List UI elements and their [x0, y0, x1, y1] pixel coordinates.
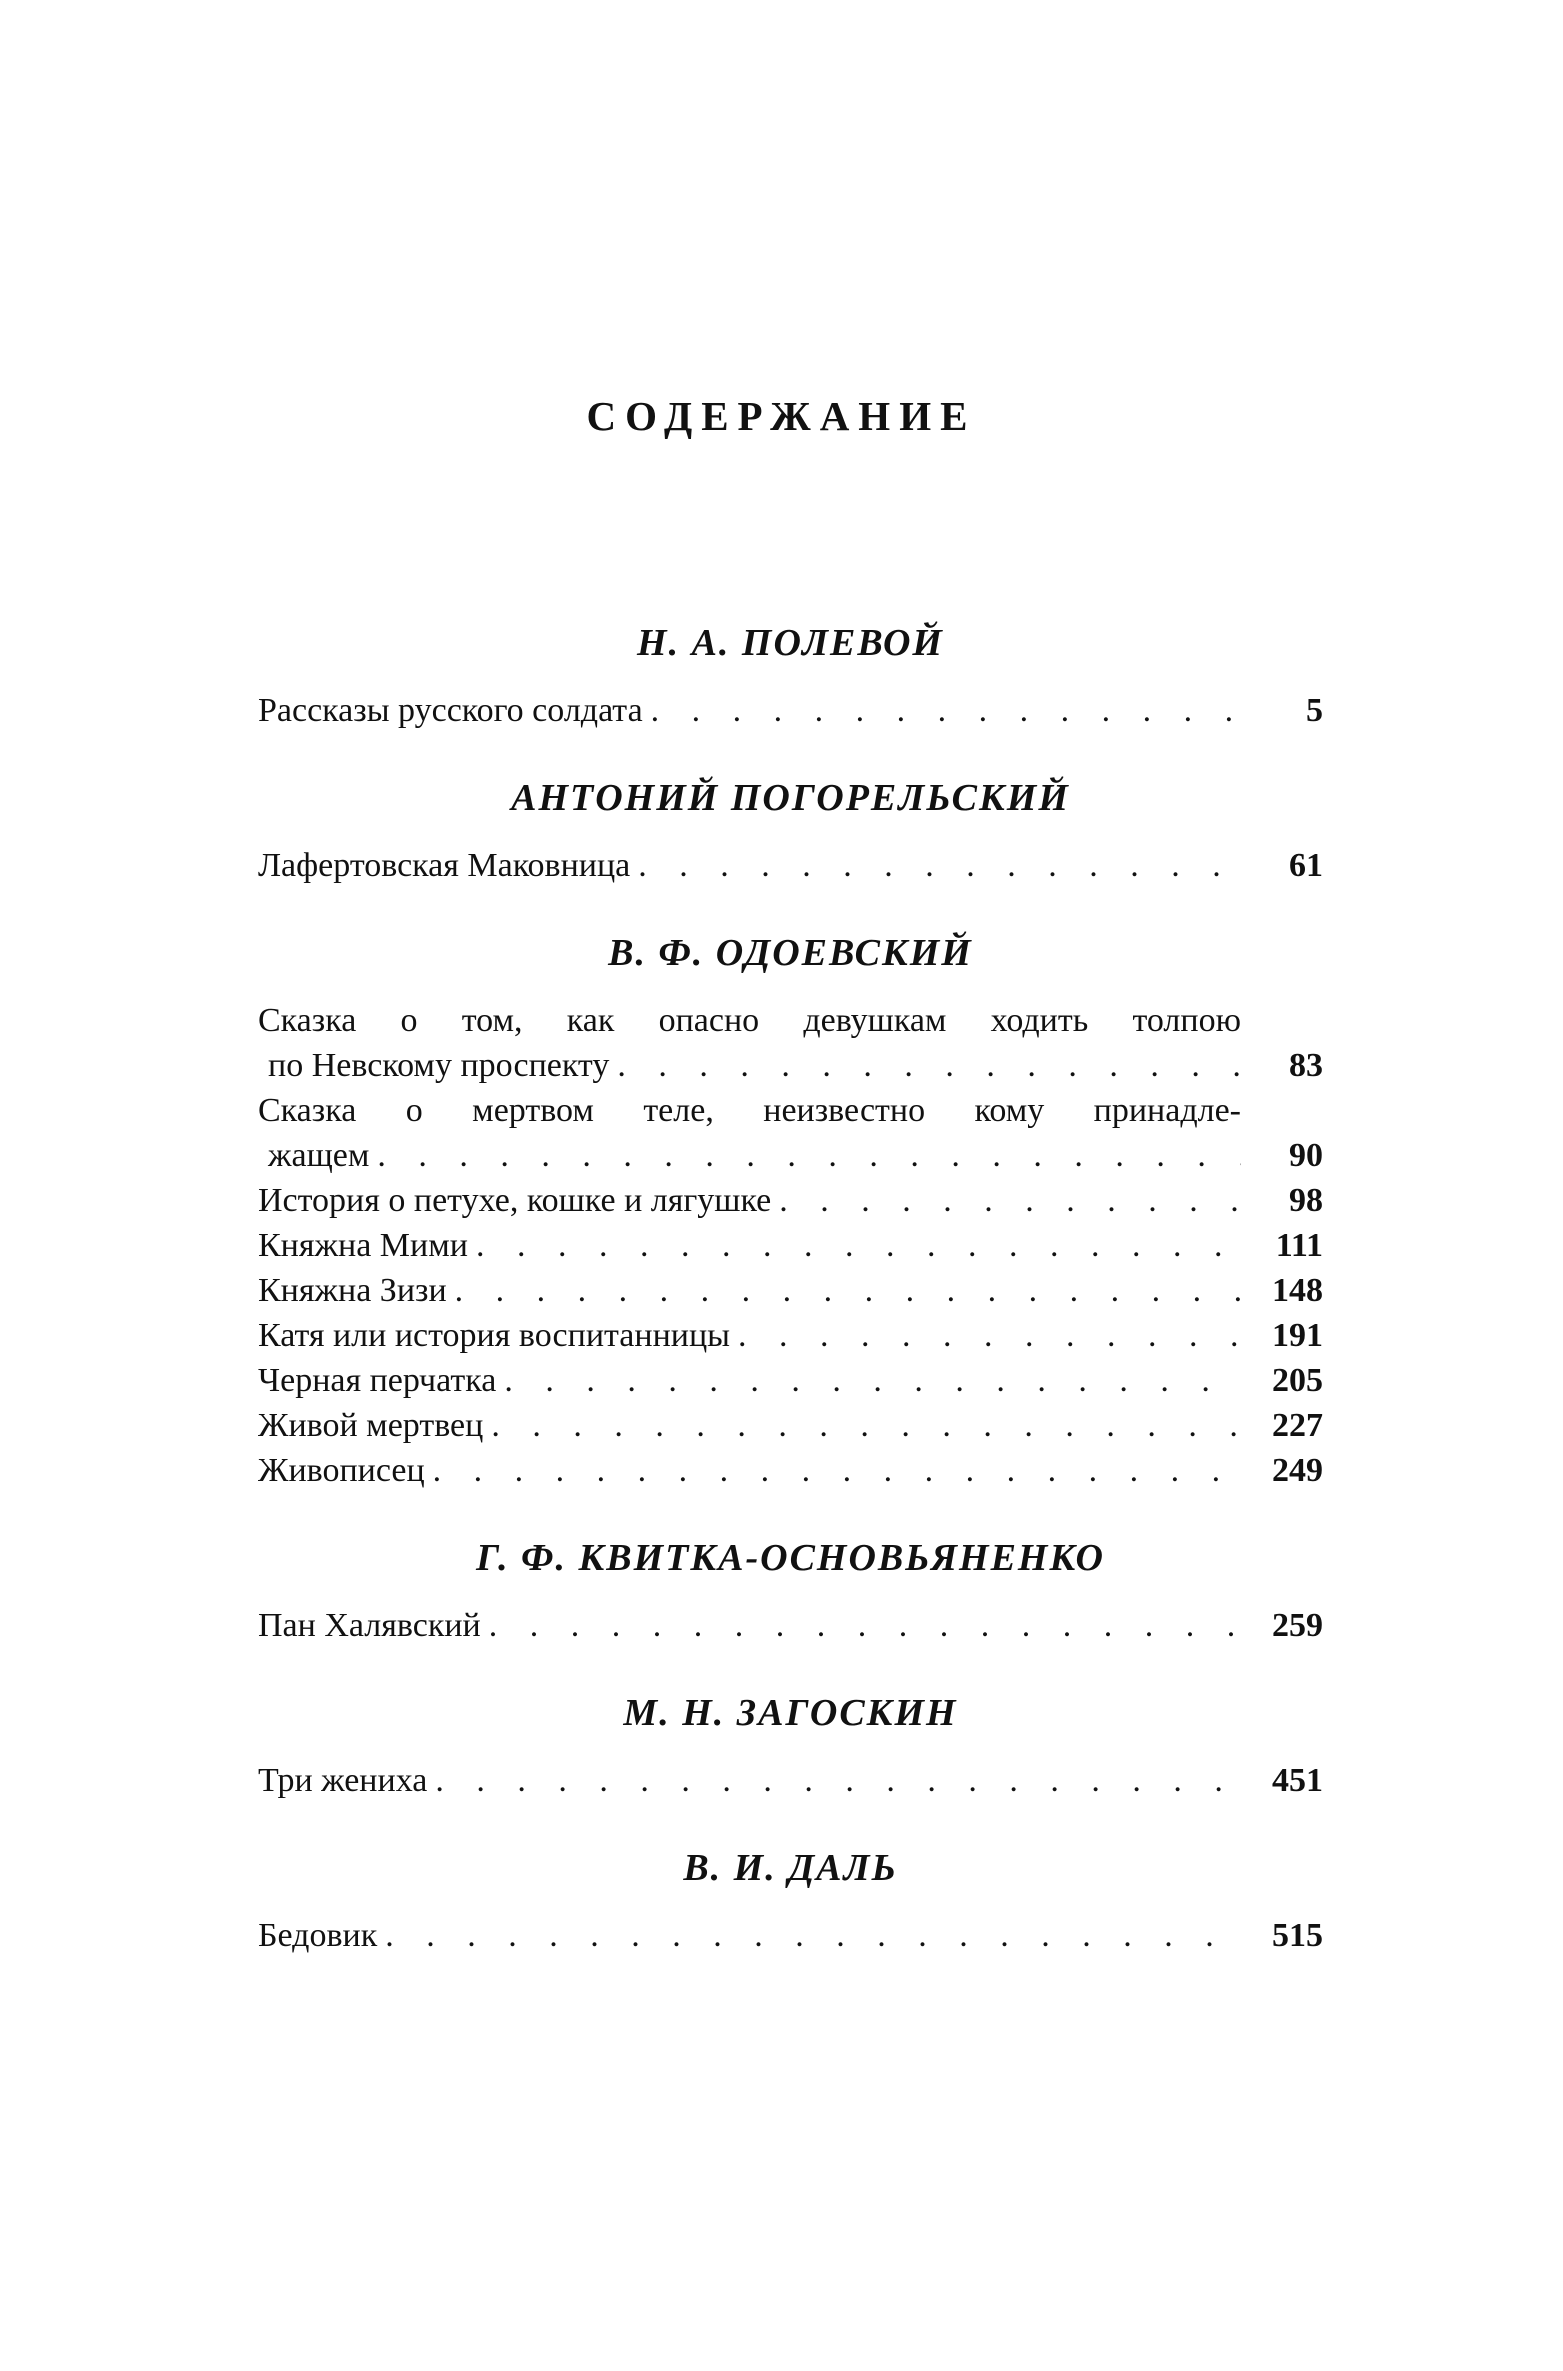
dot-leader	[435, 1758, 1241, 1803]
toc-entry	[258, 1313, 1323, 1358]
entry-page-number: 83	[1289, 1047, 1323, 1084]
entry-page-number: 249	[1272, 1452, 1323, 1489]
dot-leader	[385, 1913, 1241, 1958]
dot-leader	[433, 1448, 1241, 1493]
toc-entry	[258, 843, 1323, 888]
toc-section	[258, 775, 1323, 888]
toc-entry	[258, 1403, 1323, 1448]
toc-entry	[258, 1178, 1323, 1223]
author-name: М. Н. ЗАГОСКИН	[623, 1692, 958, 1734]
author-name: В. Ф. ОДОЕВСКИЙ	[608, 932, 973, 974]
entry-title: Княжна Мими	[258, 1227, 468, 1264]
entry-title: Княжна Зизи	[258, 1272, 447, 1309]
entry-title: Живой мертвец	[258, 1407, 484, 1444]
author-name: Н. А. ПОЛЕВОЙ	[637, 622, 944, 664]
dot-leader	[491, 1403, 1241, 1448]
entry-title: Лафертовская Маковница	[258, 847, 631, 884]
entry-title: Пан Халявский	[258, 1607, 481, 1644]
dot-leader	[779, 1178, 1241, 1223]
toc-section	[258, 930, 1323, 1493]
toc-entry	[258, 688, 1323, 733]
toc-entry	[258, 1268, 1323, 1313]
contents-heading: СОДЕРЖАНИЕ	[586, 393, 977, 439]
entry-title: Живописец	[258, 1452, 425, 1489]
author-name: АНТОНИЙ ПОГОРЕЛЬСКИЙ	[511, 777, 1070, 819]
entry-title: Бедовик	[258, 1917, 378, 1954]
entry-page-number: 451	[1272, 1762, 1323, 1799]
dot-leader	[651, 688, 1241, 733]
entry-page-number: 111	[1275, 1227, 1323, 1264]
entry-page-number: 98	[1289, 1182, 1323, 1219]
toc-section	[258, 620, 1323, 733]
entry-title: История о петухе, кошке и лягушке	[258, 1182, 772, 1219]
toc-entry	[258, 1758, 1323, 1803]
entry-title-line2: по Невскому проспекту	[268, 1047, 610, 1084]
entry-page-number: 148	[1272, 1272, 1323, 1309]
toc-section	[258, 1845, 1323, 1958]
dot-leader	[476, 1223, 1241, 1268]
entry-page-number: 61	[1289, 847, 1323, 884]
author-name: В. И. ДАЛЬ	[683, 1847, 898, 1889]
dot-leader	[617, 1043, 1241, 1088]
toc-section	[258, 1690, 1323, 1803]
entry-page-number: 259	[1272, 1607, 1323, 1644]
entry-page-number: 191	[1272, 1317, 1323, 1354]
entry-page-number: 515	[1272, 1917, 1323, 1954]
toc-entry	[258, 1223, 1323, 1268]
entry-title: Три жениха	[258, 1762, 428, 1799]
dot-leader	[489, 1603, 1241, 1648]
dot-leader	[377, 1133, 1241, 1178]
toc-entry	[258, 1603, 1323, 1648]
toc-entry	[258, 998, 1323, 1088]
toc-entry	[258, 1913, 1323, 1958]
entry-title-line2: жащем	[268, 1137, 370, 1174]
entry-page-number: 205	[1272, 1362, 1323, 1399]
author-name: Г. Ф. КВИТКА-ОСНОВЬЯНЕНКО	[476, 1537, 1105, 1579]
toc-entry	[258, 1358, 1323, 1403]
toc-entry	[258, 1448, 1323, 1493]
entry-title: Рассказы русского солдата	[258, 692, 643, 729]
dot-leader	[638, 843, 1241, 888]
dot-leader	[455, 1268, 1241, 1313]
entry-title-line1: Сказка о мертвом теле, неизвестно кому принадле-	[258, 1092, 1241, 1129]
table-of-contents	[258, 620, 1323, 2000]
dot-leader	[504, 1358, 1241, 1403]
toc-section	[258, 1535, 1323, 1648]
entry-page-number: 227	[1272, 1407, 1323, 1444]
entry-page-number: 90	[1289, 1137, 1323, 1174]
entry-title-line1: Сказка о том, как опасно девушкам ходить толпою	[258, 1002, 1241, 1039]
entry-page-number: 5	[1306, 692, 1323, 729]
entry-title: Черная перчатка	[258, 1362, 497, 1399]
dot-leader	[738, 1313, 1241, 1358]
entry-title: Катя или история воспитанницы	[258, 1317, 731, 1354]
toc-entry	[258, 1088, 1323, 1178]
